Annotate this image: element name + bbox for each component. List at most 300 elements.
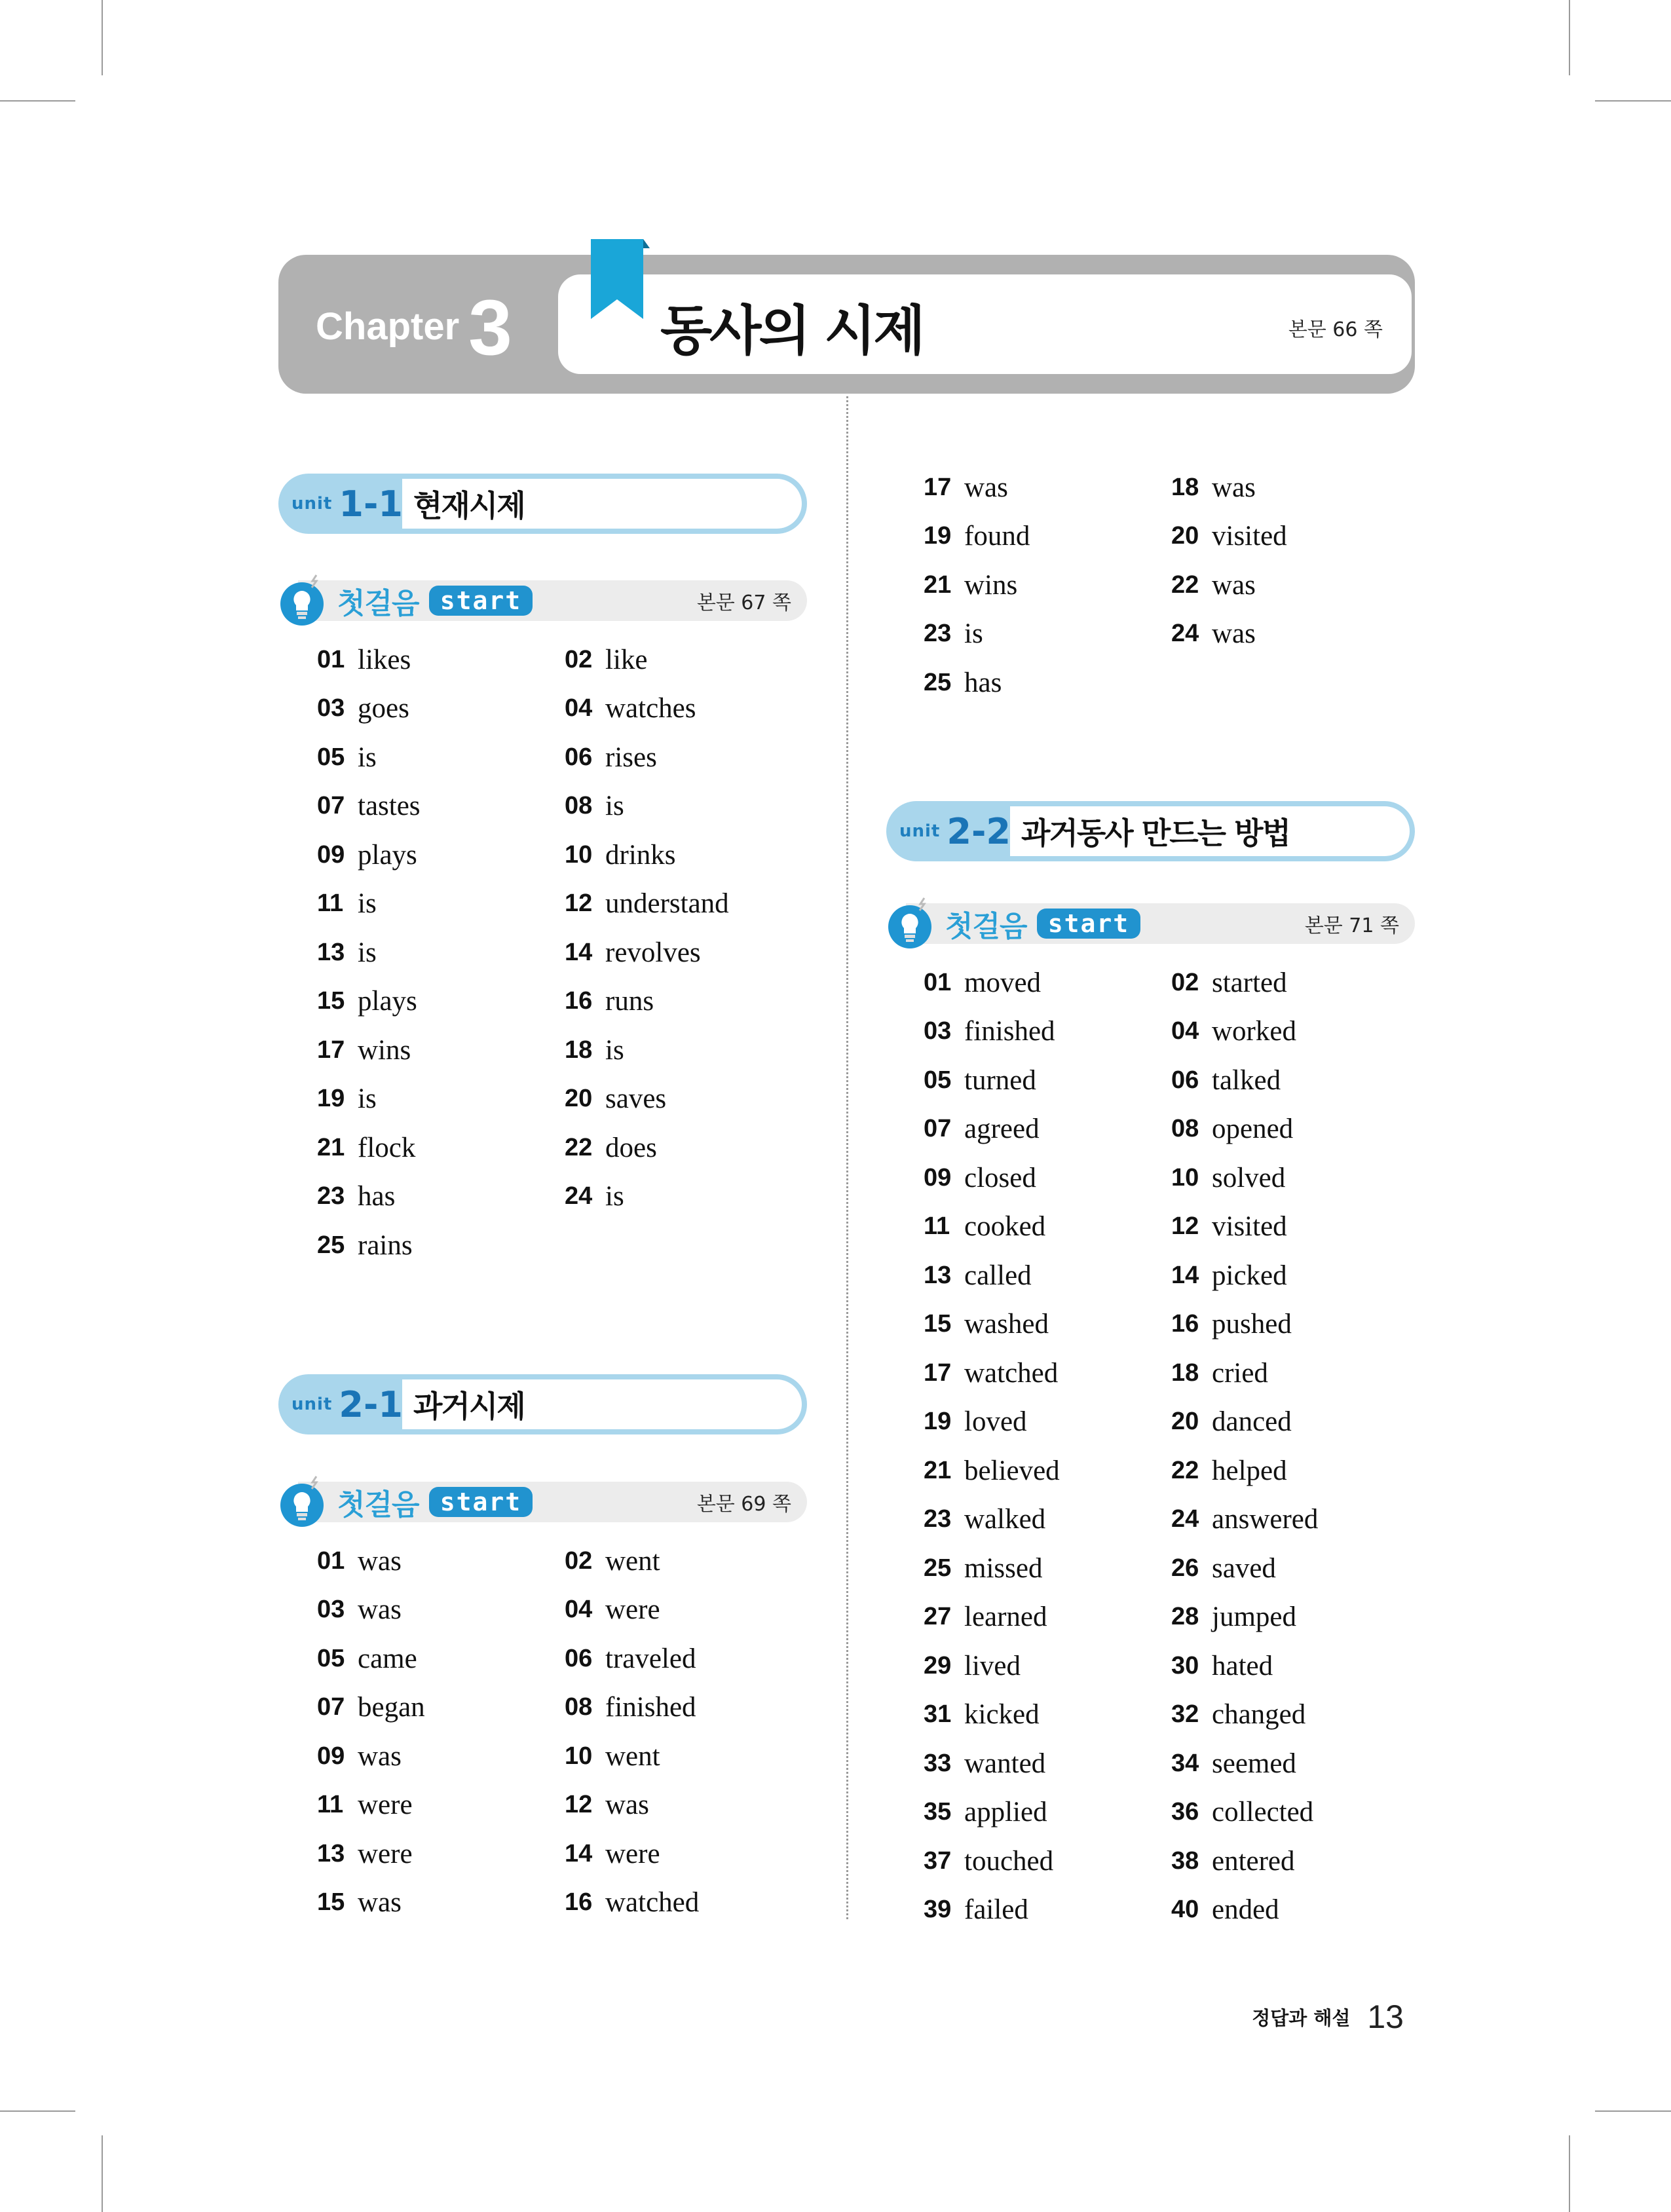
answer-number: 18	[1171, 1359, 1199, 1387]
answer-item	[317, 1732, 565, 1781]
answer-number: 21	[317, 1133, 345, 1161]
crop-mark	[1595, 2110, 1671, 2112]
chapter-page-ref: 본문 66 쪽	[1288, 318, 1383, 341]
answer-number: 16	[565, 987, 593, 1015]
answer-item	[924, 958, 1171, 1007]
unit-number: 2-2	[947, 810, 1011, 852]
answer-item	[1171, 1251, 1419, 1300]
answer-item	[924, 1788, 1171, 1837]
answer-word: pushed	[1212, 1309, 1292, 1340]
answer-number: 34	[1171, 1749, 1199, 1777]
answer-word: saved	[1212, 1552, 1276, 1584]
answer-word: finished	[605, 1692, 696, 1723]
answer-number: 13	[317, 938, 345, 966]
lightbulb-icon	[278, 574, 331, 628]
unit-title: 현재시제	[413, 488, 525, 523]
answer-number: 10	[565, 840, 593, 869]
answer-item	[924, 1007, 1171, 1057]
answer-number: 19	[924, 1408, 952, 1436]
answer-item	[1171, 1446, 1419, 1495]
answer-number: 14	[1171, 1261, 1199, 1289]
answer-number: 25	[924, 668, 952, 696]
answer-number: 03	[317, 1596, 345, 1624]
crop-mark	[1569, 0, 1570, 75]
step-page-ref: 본문 67 쪽	[696, 591, 791, 614]
answer-word: saves	[605, 1083, 667, 1115]
answer-word: rises	[605, 741, 657, 773]
answer-number: 20	[565, 1085, 593, 1113]
answer-word: is	[605, 1034, 624, 1066]
answer-number: 07	[317, 1693, 345, 1721]
answer-number: 08	[565, 1693, 593, 1721]
step-page-ref: 본문 71 쪽	[1304, 914, 1399, 937]
answer-list	[924, 958, 1419, 1934]
answer-word: closed	[964, 1162, 1036, 1193]
answer-number: 24	[565, 1182, 593, 1210]
answer-item	[1171, 1007, 1419, 1057]
answer-item	[565, 880, 812, 929]
answer-number: 17	[317, 1036, 345, 1064]
answer-item	[924, 1495, 1171, 1545]
answer-item	[1171, 1300, 1419, 1349]
answer-item	[1171, 1153, 1419, 1203]
answer-item	[1171, 610, 1419, 659]
start-badge: start	[1037, 909, 1140, 939]
answer-item	[924, 463, 1171, 512]
answer-item	[1171, 1495, 1419, 1545]
answer-item	[317, 1026, 565, 1075]
answer-word: went	[605, 1740, 660, 1772]
answer-item	[317, 1781, 565, 1830]
answer-number: 40	[1171, 1896, 1199, 1924]
answer-word: were	[358, 1790, 413, 1821]
answer-number: 03	[317, 694, 345, 722]
answer-item	[1171, 1837, 1419, 1886]
answer-item	[317, 635, 565, 684]
answer-number: 06	[565, 1644, 593, 1672]
answer-number: 12	[565, 890, 593, 918]
answer-number: 11	[317, 890, 344, 918]
footer-label: 정답과 해설	[1252, 2006, 1351, 2029]
answer-word: revolves	[605, 937, 701, 968]
answer-item	[565, 1026, 812, 1075]
answer-number: 11	[924, 1212, 950, 1241]
answer-number: 05	[317, 743, 345, 771]
answer-item	[924, 1105, 1171, 1154]
answer-number: 27	[924, 1603, 952, 1631]
answer-item	[317, 684, 565, 734]
answer-number: 23	[924, 620, 952, 648]
answer-number: 37	[924, 1846, 952, 1875]
answer-item	[924, 1056, 1171, 1105]
answer-item	[565, 1123, 812, 1172]
answer-item	[565, 1879, 812, 1928]
answer-word: was	[358, 1545, 402, 1577]
answer-word: is	[964, 618, 983, 650]
answer-item	[317, 1221, 565, 1270]
answer-number: 07	[924, 1115, 952, 1143]
answer-word: was	[358, 1740, 402, 1772]
answer-item	[924, 512, 1171, 561]
answer-word: was	[964, 472, 1008, 503]
answer-word: walked	[964, 1504, 1046, 1535]
answer-item	[1171, 1641, 1419, 1691]
answer-item	[924, 1593, 1171, 1642]
answer-number: 14	[565, 1839, 593, 1867]
page-footer	[1252, 1998, 1404, 2036]
answer-word: tastes	[358, 791, 421, 822]
answer-item	[565, 1732, 812, 1781]
answer-number: 24	[1171, 1505, 1199, 1533]
crop-mark	[0, 2110, 75, 2112]
answer-item	[317, 1075, 565, 1124]
answer-word: picked	[1212, 1260, 1287, 1291]
answer-word: began	[358, 1692, 425, 1723]
answer-word: moved	[964, 967, 1042, 998]
lightbulb-icon	[886, 897, 939, 950]
answer-word: was	[605, 1790, 649, 1821]
answer-number: 07	[317, 792, 345, 820]
answer-word: has	[358, 1181, 396, 1212]
answer-word: is	[358, 1083, 377, 1115]
answer-word: helped	[1212, 1455, 1287, 1486]
answer-word: collected	[1212, 1797, 1314, 1828]
answer-word: understand	[605, 888, 729, 920]
unit-label	[291, 474, 403, 534]
answer-number: 29	[924, 1651, 952, 1679]
answer-item	[565, 782, 812, 831]
answer-number: 04	[565, 1596, 593, 1624]
answer-number: 12	[565, 1791, 593, 1819]
answer-word: opened	[1212, 1114, 1294, 1145]
unit-header-2-1	[278, 1374, 807, 1434]
unit-label	[899, 801, 1011, 861]
step-header-1-1	[278, 578, 807, 624]
answer-word: learned	[964, 1602, 1047, 1633]
answer-number: 38	[1171, 1846, 1199, 1875]
answer-word: touched	[964, 1845, 1054, 1877]
answer-item	[317, 880, 565, 929]
unit-title: 과거동사 만드는 방법	[1021, 815, 1290, 851]
answer-word: hated	[1212, 1650, 1273, 1681]
answer-item	[924, 1641, 1171, 1691]
answer-item	[317, 1586, 565, 1635]
answer-item	[565, 928, 812, 977]
answer-word: solved	[1212, 1162, 1286, 1193]
answer-number: 16	[1171, 1310, 1199, 1338]
answer-number: 08	[565, 792, 593, 820]
answer-number: 19	[924, 522, 952, 550]
answer-number: 02	[1171, 968, 1199, 996]
answer-number: 22	[1171, 1456, 1199, 1484]
answer-number: 33	[924, 1749, 952, 1777]
answer-number: 21	[924, 571, 952, 599]
answer-item	[565, 1781, 812, 1830]
answer-word: seemed	[1212, 1748, 1296, 1779]
answer-number: 13	[317, 1839, 345, 1867]
answer-word: does	[605, 1132, 657, 1163]
answer-word: talked	[1212, 1064, 1281, 1096]
answer-item	[317, 1683, 565, 1733]
crop-mark	[1569, 2135, 1570, 2212]
answer-number: 16	[565, 1888, 593, 1917]
answer-number: 25	[317, 1231, 345, 1259]
step-label: 첫걸음	[337, 587, 419, 620]
answer-item	[317, 1829, 565, 1879]
answer-word: runs	[605, 986, 654, 1017]
answer-item	[317, 733, 565, 782]
answer-number: 06	[565, 743, 593, 771]
answer-word: was	[1212, 472, 1256, 503]
answer-word: wins	[964, 569, 1018, 601]
answer-word: flock	[358, 1132, 416, 1163]
answer-number: 06	[1171, 1066, 1199, 1094]
answer-word: like	[605, 644, 648, 675]
answer-word: was	[358, 1594, 402, 1626]
answer-number: 23	[317, 1182, 345, 1210]
answer-item	[565, 733, 812, 782]
step-label: 첫걸음	[945, 910, 1027, 943]
answer-word: were	[605, 1838, 660, 1869]
answer-list	[317, 1537, 812, 1927]
answer-list-continued	[924, 463, 1419, 707]
crop-mark	[0, 100, 75, 102]
answer-item	[924, 1398, 1171, 1447]
crop-mark	[102, 2135, 103, 2212]
lightbulb-icon	[278, 1475, 331, 1529]
answer-word: worked	[1212, 1016, 1296, 1047]
answer-item	[1171, 561, 1419, 610]
step-header-2-2	[886, 901, 1415, 947]
answer-word: has	[964, 667, 1002, 698]
answer-word: answered	[1212, 1504, 1319, 1535]
crop-mark	[1595, 100, 1671, 102]
answer-item	[1171, 463, 1419, 512]
answer-number: 20	[1171, 1408, 1199, 1436]
answer-word: is	[605, 1181, 624, 1212]
answer-word: applied	[964, 1797, 1047, 1828]
unit-prefix: unit	[291, 494, 333, 514]
answer-word: visited	[1212, 1211, 1287, 1243]
answer-word: changed	[1212, 1699, 1306, 1731]
answer-word: missed	[964, 1552, 1043, 1584]
step-label: 첫걸음	[337, 1488, 419, 1522]
answer-number: 30	[1171, 1651, 1199, 1679]
answer-number: 18	[565, 1036, 593, 1064]
answer-word: danced	[1212, 1406, 1292, 1438]
answer-number: 10	[1171, 1163, 1199, 1191]
unit-title: 과거시제	[413, 1389, 525, 1424]
start-badge: start	[429, 586, 533, 616]
answer-item	[924, 1153, 1171, 1203]
answer-number: 13	[924, 1261, 952, 1289]
answer-number: 12	[1171, 1212, 1199, 1241]
answer-item	[1171, 1788, 1419, 1837]
unit-prefix: unit	[899, 821, 941, 841]
answer-item	[924, 1251, 1171, 1300]
answer-number: 05	[317, 1644, 345, 1672]
answer-number: 01	[924, 968, 952, 996]
answer-number: 19	[317, 1085, 345, 1113]
page-number: 13	[1367, 1998, 1404, 2035]
unit-header-1-1	[278, 474, 807, 534]
answer-number: 17	[924, 1359, 952, 1387]
answer-item	[317, 1172, 565, 1222]
bookmark-ribbon-icon	[591, 239, 650, 324]
answer-item	[317, 1123, 565, 1172]
answer-number: 17	[924, 473, 952, 501]
answer-number: 15	[924, 1310, 952, 1338]
unit-number: 2-1	[339, 1383, 403, 1425]
answer-number: 35	[924, 1798, 952, 1826]
answer-word: watched	[964, 1357, 1059, 1389]
answer-number: 04	[1171, 1017, 1199, 1045]
answer-number: 23	[924, 1505, 952, 1533]
answer-number: 08	[1171, 1115, 1199, 1143]
answer-word: failed	[964, 1894, 1028, 1926]
answer-item	[317, 977, 565, 1026]
answer-word: turned	[964, 1064, 1036, 1096]
answer-word: cried	[1212, 1357, 1268, 1389]
unit-header-2-2	[886, 801, 1415, 861]
answer-number: 02	[565, 645, 593, 673]
answer-number: 09	[924, 1163, 952, 1191]
answer-item	[565, 1586, 812, 1635]
answer-item	[924, 1349, 1171, 1398]
answer-word: wins	[358, 1034, 411, 1066]
answer-word: was	[1212, 618, 1256, 650]
answer-number: 02	[565, 1547, 593, 1575]
answer-number: 36	[1171, 1798, 1199, 1826]
answer-word: jumped	[1212, 1602, 1296, 1633]
answer-word: is	[605, 791, 624, 822]
answer-item	[317, 782, 565, 831]
answer-word: likes	[358, 644, 411, 675]
answer-item	[924, 1300, 1171, 1349]
answer-number: 21	[924, 1456, 952, 1484]
answer-number: 15	[317, 987, 345, 1015]
answer-number: 01	[317, 645, 345, 673]
answer-item	[1171, 1349, 1419, 1398]
answer-word: is	[358, 937, 377, 968]
answer-item	[924, 658, 1171, 707]
answer-number: 22	[565, 1133, 593, 1161]
answer-item	[1171, 1886, 1419, 1935]
answer-item	[1171, 1105, 1419, 1154]
answer-word: washed	[964, 1309, 1049, 1340]
answer-item	[565, 1172, 812, 1222]
answer-number: 01	[317, 1547, 345, 1575]
answer-word: called	[964, 1260, 1032, 1291]
answer-word: plays	[358, 986, 417, 1017]
answer-word: wanted	[964, 1748, 1046, 1779]
answer-item	[317, 831, 565, 880]
answer-number: 10	[565, 1742, 593, 1770]
answer-word: went	[605, 1545, 660, 1577]
answer-word: watches	[605, 693, 696, 724]
answer-number: 09	[317, 1742, 345, 1770]
answer-item	[317, 928, 565, 977]
answer-word: is	[358, 741, 377, 773]
answer-item	[1171, 958, 1419, 1007]
step-header-2-1	[278, 1479, 807, 1525]
answer-item	[317, 1537, 565, 1586]
answer-word: is	[358, 888, 377, 920]
answer-number: 26	[1171, 1554, 1199, 1582]
answer-item	[565, 977, 812, 1026]
answer-number: 32	[1171, 1700, 1199, 1729]
answer-word: finished	[964, 1016, 1055, 1047]
answer-word: started	[1212, 967, 1287, 998]
answer-number: 09	[317, 840, 345, 869]
answer-word: goes	[358, 693, 409, 724]
unit-label	[291, 1374, 403, 1434]
answer-item	[317, 1879, 565, 1928]
answer-item	[1171, 1544, 1419, 1593]
answer-item	[1171, 1398, 1419, 1447]
answer-number: 04	[565, 694, 593, 722]
answer-item	[924, 561, 1171, 610]
answer-word: came	[358, 1643, 417, 1674]
column-divider	[846, 396, 848, 1919]
answer-number: 31	[924, 1700, 952, 1729]
answer-word: loved	[964, 1406, 1027, 1438]
answer-item	[924, 610, 1171, 659]
chapter-title: 동사의 시제	[660, 300, 923, 362]
answer-item	[1171, 1203, 1419, 1252]
answer-number: 25	[924, 1554, 952, 1582]
answer-word: were	[358, 1838, 413, 1869]
chapter-number: 3	[468, 284, 512, 371]
answer-item	[924, 1203, 1171, 1252]
answer-word: lived	[964, 1650, 1021, 1681]
answer-number: 11	[317, 1791, 344, 1819]
answer-item	[1171, 1593, 1419, 1642]
answer-word: kicked	[964, 1699, 1040, 1731]
answer-word: were	[605, 1594, 660, 1626]
answer-item	[565, 1075, 812, 1124]
answer-word: drinks	[605, 839, 676, 871]
step-page-ref: 본문 69 쪽	[696, 1493, 791, 1516]
answer-item	[924, 1544, 1171, 1593]
answer-word: ended	[1212, 1894, 1279, 1926]
answer-word: plays	[358, 839, 417, 871]
answer-number: 05	[924, 1066, 952, 1094]
answer-word: cooked	[964, 1211, 1046, 1243]
answer-number: 03	[924, 1017, 952, 1045]
answer-item	[565, 1537, 812, 1586]
answer-number: 20	[1171, 522, 1199, 550]
answer-item	[565, 1634, 812, 1683]
answer-item	[1171, 1691, 1419, 1740]
answer-item	[565, 1683, 812, 1733]
answer-item	[924, 1886, 1171, 1935]
answer-item	[924, 1837, 1171, 1886]
answer-word: was	[1212, 569, 1256, 601]
answer-item	[1171, 512, 1419, 561]
answer-list	[317, 635, 812, 1270]
answer-item	[565, 684, 812, 734]
answer-word: found	[964, 521, 1030, 552]
answer-word: entered	[1212, 1845, 1295, 1877]
unit-number: 1-1	[339, 483, 403, 525]
answer-item	[924, 1691, 1171, 1740]
answer-item	[565, 831, 812, 880]
answer-number: 28	[1171, 1603, 1199, 1631]
crop-mark	[102, 0, 103, 75]
answer-number: 14	[565, 938, 593, 966]
answer-word: rains	[358, 1229, 413, 1261]
